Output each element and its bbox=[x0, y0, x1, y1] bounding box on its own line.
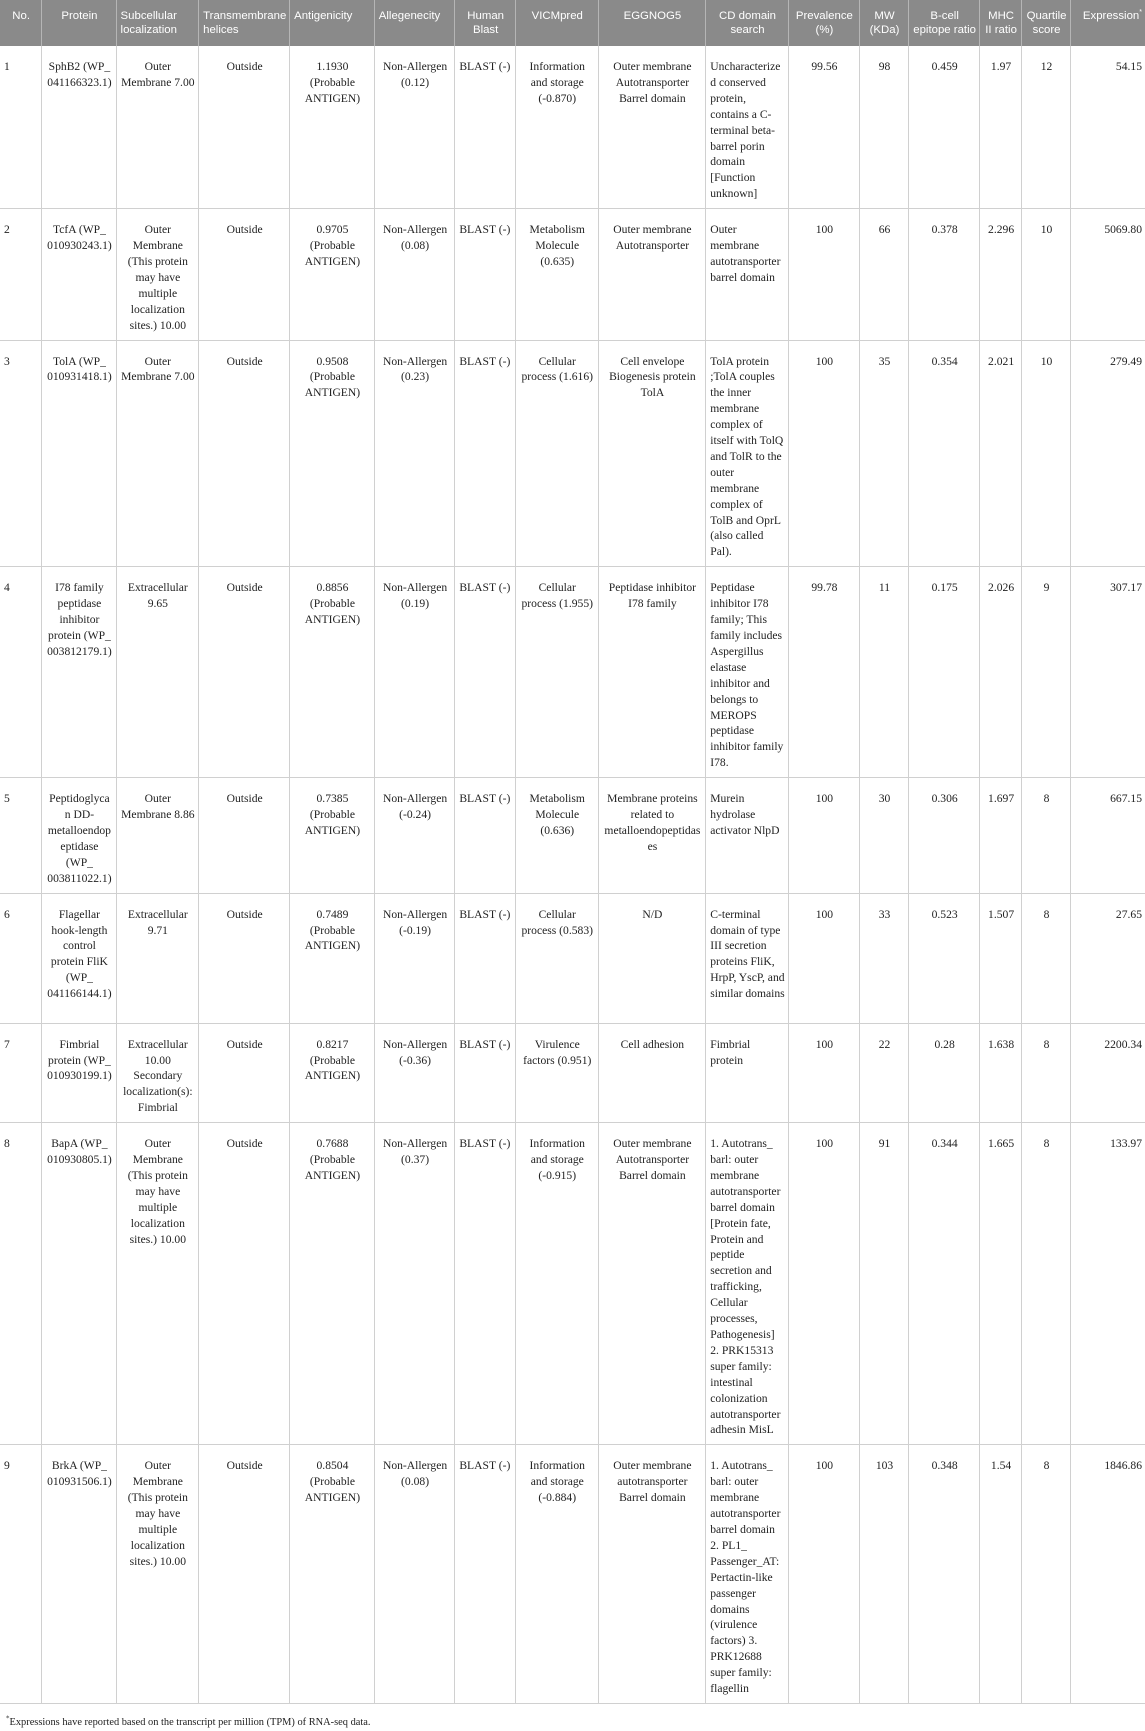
cell-mw: 103 bbox=[859, 1445, 908, 1704]
cell-transmembrane: Outside bbox=[199, 1445, 290, 1704]
cell-subcellular: Extracellular 10.00 Secondary localization(s): Fimbrial bbox=[116, 1023, 199, 1123]
cell-prevalence: 100 bbox=[788, 1445, 859, 1704]
cell-human-blast: BLAST (-) bbox=[455, 778, 516, 893]
cell-vicmpred: Information and storage (-0.870) bbox=[515, 46, 598, 209]
footnote-text: Expressions have reported based on the transcript per million (TPM) of RNA-seq data. bbox=[9, 1717, 371, 1728]
header-mhc-ratio: MHC II ratio bbox=[980, 0, 1022, 46]
cell-cd-domain: TolA protein ;TolA couples the inner membrane complex of itself with TolQ and TolR to the outer membrane complex of TolB and OprL (also called Pal). bbox=[706, 340, 789, 567]
cell-no: 9 bbox=[0, 1445, 42, 1704]
cell-cd-domain: 1. Autotrans_ barl: outer membrane autotransporter barrel domain 2. PL1_ Passenger_AT: Pertactin-like passenger domains (virulence factors) 3. PRK12688 super family: flagellin bbox=[706, 1445, 789, 1704]
cell-mhc-ratio: 1.665 bbox=[980, 1123, 1022, 1445]
cell-quartile: 8 bbox=[1021, 893, 1070, 1023]
header-subcellular: Subcellular localization bbox=[116, 0, 199, 46]
cell-expression: 1846.86 bbox=[1071, 1445, 1145, 1704]
cell-transmembrane: Outside bbox=[199, 209, 290, 340]
cell-bcell-ratio: 0.354 bbox=[909, 340, 980, 567]
cell-eggnog5: Outer membrane Autotransporter bbox=[598, 209, 706, 340]
cell-mhc-ratio: 2.026 bbox=[980, 567, 1022, 778]
table-row bbox=[0, 893, 1145, 1023]
cell-transmembrane: Outside bbox=[199, 893, 290, 1023]
cell-protein: BrkA (WP_ 010931506.1) bbox=[42, 1445, 116, 1704]
cell-subcellular: Outer Membrane (This protein may have multiple localization sites.) 10.00 bbox=[116, 1445, 199, 1704]
header-prevalence: Prevalence (%) bbox=[788, 0, 859, 46]
cell-subcellular: Extracellular 9.65 bbox=[116, 567, 199, 778]
cell-antigenicity: 0.7688 (Probable ANTIGEN) bbox=[290, 1123, 375, 1445]
cell-quartile: 10 bbox=[1021, 209, 1070, 340]
cell-allergenicity: Non-Allergen (0.08) bbox=[374, 1445, 455, 1704]
cell-antigenicity: 0.7385 (Probable ANTIGEN) bbox=[290, 778, 375, 893]
header-quartile: Quartile score bbox=[1021, 0, 1070, 46]
table-row bbox=[0, 1023, 1145, 1123]
table-body bbox=[0, 46, 1145, 1703]
cell-vicmpred: Cellular process (1.616) bbox=[515, 340, 598, 567]
cell-protein: Flagellar hook-length control protein FliK (WP_ 041166144.1) bbox=[42, 893, 116, 1023]
cell-mw: 91 bbox=[859, 1123, 908, 1445]
cell-allergenicity: Non-Allergen (0.37) bbox=[374, 1123, 455, 1445]
cell-vicmpred: Metabolism Molecule (0.635) bbox=[515, 209, 598, 340]
cell-allergenicity: Non-Allergen (-0.36) bbox=[374, 1023, 455, 1123]
cell-allergenicity: Non-Allergen (0.19) bbox=[374, 567, 455, 778]
cell-prevalence: 99.78 bbox=[788, 567, 859, 778]
header-cd-domain: CD domain search bbox=[706, 0, 789, 46]
cell-mw: 11 bbox=[859, 567, 908, 778]
cell-allergenicity: Non-Allergen (-0.24) bbox=[374, 778, 455, 893]
cell-no: 3 bbox=[0, 340, 42, 567]
cell-mw: 35 bbox=[859, 340, 908, 567]
cell-subcellular: Extracellular 9.71 bbox=[116, 893, 199, 1023]
cell-human-blast: BLAST (-) bbox=[455, 567, 516, 778]
cell-bcell-ratio: 0.523 bbox=[909, 893, 980, 1023]
table-row bbox=[0, 209, 1145, 340]
cell-human-blast: BLAST (-) bbox=[455, 1023, 516, 1123]
cell-quartile: 8 bbox=[1021, 1123, 1070, 1445]
cell-transmembrane: Outside bbox=[199, 567, 290, 778]
cell-protein: I78 family peptidase inhibitor protein (WP_ 003812179.1) bbox=[42, 567, 116, 778]
cell-subcellular: Outer Membrane (This protein may have multiple localization sites.) 10.00 bbox=[116, 1123, 199, 1445]
cell-mhc-ratio: 1.54 bbox=[980, 1445, 1022, 1704]
cell-mhc-ratio: 1.638 bbox=[980, 1023, 1022, 1123]
cell-no: 8 bbox=[0, 1123, 42, 1445]
cell-vicmpred: Metabolism Molecule (0.636) bbox=[515, 778, 598, 893]
cell-transmembrane: Outside bbox=[199, 778, 290, 893]
cell-bcell-ratio: 0.306 bbox=[909, 778, 980, 893]
header-vicmpred: VICMpred bbox=[515, 0, 598, 46]
header-row bbox=[0, 0, 1145, 46]
cell-mhc-ratio: 1.507 bbox=[980, 893, 1022, 1023]
table-row bbox=[0, 778, 1145, 893]
header-human-blast: Human Blast bbox=[455, 0, 516, 46]
cell-prevalence: 100 bbox=[788, 1023, 859, 1123]
cell-antigenicity: 1.1930 (Probable ANTIGEN) bbox=[290, 46, 375, 209]
cell-protein: SphB2 (WP_ 041166323.1) bbox=[42, 46, 116, 209]
cell-mw: 22 bbox=[859, 1023, 908, 1123]
header-allergenicity: Allegenecity bbox=[374, 0, 455, 46]
cell-quartile: 8 bbox=[1021, 1023, 1070, 1123]
cell-expression: 54.15 bbox=[1071, 46, 1145, 209]
header-expression bbox=[1071, 0, 1145, 46]
table-row bbox=[0, 1123, 1145, 1445]
cell-vicmpred: Information and storage (-0.915) bbox=[515, 1123, 598, 1445]
cell-human-blast: BLAST (-) bbox=[455, 46, 516, 209]
cell-eggnog5: Outer membrane autotransporter Barrel domain bbox=[598, 1445, 706, 1704]
cell-quartile: 8 bbox=[1021, 1445, 1070, 1704]
cell-quartile: 8 bbox=[1021, 778, 1070, 893]
cell-human-blast: BLAST (-) bbox=[455, 209, 516, 340]
cell-allergenicity: Non-Allergen (-0.19) bbox=[374, 893, 455, 1023]
cell-subcellular: Outer Membrane 7.00 bbox=[116, 46, 199, 209]
cell-protein: BapA (WP_ 010930805.1) bbox=[42, 1123, 116, 1445]
header-eggnog5: EGGNOG5 bbox=[598, 0, 706, 46]
cell-antigenicity: 0.8217 (Probable ANTIGEN) bbox=[290, 1023, 375, 1123]
cell-bcell-ratio: 0.459 bbox=[909, 46, 980, 209]
cell-expression: 279.49 bbox=[1071, 340, 1145, 567]
cell-antigenicity: 0.7489 (Probable ANTIGEN) bbox=[290, 893, 375, 1023]
cell-eggnog5: Outer membrane Autotransporter Barrel domain bbox=[598, 1123, 706, 1445]
footnote-mark: * bbox=[6, 1714, 10, 1723]
cell-subcellular: Outer Membrane 7.00 bbox=[116, 340, 199, 567]
cell-quartile: 9 bbox=[1021, 567, 1070, 778]
header-mw: MW (KDa) bbox=[859, 0, 908, 46]
cell-antigenicity: 0.9508 (Probable ANTIGEN) bbox=[290, 340, 375, 567]
cell-bcell-ratio: 0.28 bbox=[909, 1023, 980, 1123]
cell-vicmpred: Cellular process (1.955) bbox=[515, 567, 598, 778]
cell-mhc-ratio: 2.021 bbox=[980, 340, 1022, 567]
cell-prevalence: 100 bbox=[788, 1123, 859, 1445]
cell-no: 6 bbox=[0, 893, 42, 1023]
cell-no: 1 bbox=[0, 46, 42, 209]
cell-transmembrane: Outside bbox=[199, 46, 290, 209]
cell-cd-domain: C-terminal domain of type III secretion proteins FliK, HrpP, YscP, and similar domains bbox=[706, 893, 789, 1023]
cell-bcell-ratio: 0.175 bbox=[909, 567, 980, 778]
cell-eggnog5: Membrane proteins related to metalloendopeptidases bbox=[598, 778, 706, 893]
cell-cd-domain: Peptidase inhibitor I78 family; This family includes Aspergillus elastase inhibitor and belongs to MEROPS peptidase inhibitor family I78. bbox=[706, 567, 789, 778]
cell-cd-domain: Uncharacterized conserved protein, contains a C-terminal beta-barrel porin domain [Function unknown] bbox=[706, 46, 789, 209]
cell-subcellular: Outer Membrane 8.86 bbox=[116, 778, 199, 893]
table-row bbox=[0, 567, 1145, 778]
cell-protein: Fimbrial protein (WP_ 010930199.1) bbox=[42, 1023, 116, 1123]
cell-eggnog5: Peptidase inhibitor I78 family bbox=[598, 567, 706, 778]
cell-prevalence: 99.56 bbox=[788, 46, 859, 209]
cell-subcellular: Outer Membrane (This protein may have multiple localization sites.) 10.00 bbox=[116, 209, 199, 340]
table-row bbox=[0, 46, 1145, 209]
cell-transmembrane: Outside bbox=[199, 1123, 290, 1445]
cell-prevalence: 100 bbox=[788, 778, 859, 893]
cell-human-blast: BLAST (-) bbox=[455, 893, 516, 1023]
cell-expression: 667.15 bbox=[1071, 778, 1145, 893]
table-row bbox=[0, 1445, 1145, 1704]
cell-no: 5 bbox=[0, 778, 42, 893]
cell-mw: 66 bbox=[859, 209, 908, 340]
cell-mhc-ratio: 2.296 bbox=[980, 209, 1022, 340]
cell-mw: 30 bbox=[859, 778, 908, 893]
cell-antigenicity: 0.9705 (Probable ANTIGEN) bbox=[290, 209, 375, 340]
cell-mhc-ratio: 1.697 bbox=[980, 778, 1022, 893]
cell-vicmpred: Cellular process (0.583) bbox=[515, 893, 598, 1023]
cell-protein: TcfA (WP_ 010930243.1) bbox=[42, 209, 116, 340]
cell-vicmpred: Virulence factors (0.951) bbox=[515, 1023, 598, 1123]
cell-bcell-ratio: 0.378 bbox=[909, 209, 980, 340]
cell-cd-domain: Outer membrane autotransporter barrel domain bbox=[706, 209, 789, 340]
cell-quartile: 10 bbox=[1021, 340, 1070, 567]
cell-eggnog5: Cell envelope Biogenesis protein TolA bbox=[598, 340, 706, 567]
table-row bbox=[0, 340, 1145, 567]
header-antigenicity: Antigenicity bbox=[290, 0, 375, 46]
header-expression-mark: * bbox=[1139, 9, 1142, 17]
cell-expression: 5069.80 bbox=[1071, 209, 1145, 340]
cell-no: 4 bbox=[0, 567, 42, 778]
cell-allergenicity: Non-Allergen (0.23) bbox=[374, 340, 455, 567]
cell-no: 2 bbox=[0, 209, 42, 340]
cell-quartile: 12 bbox=[1021, 46, 1070, 209]
cell-protein: TolA (WP_ 010931418.1) bbox=[42, 340, 116, 567]
header-transmembrane: Transmembrane helices bbox=[199, 0, 290, 46]
cell-eggnog5: N/D bbox=[598, 893, 706, 1023]
cell-expression: 307.17 bbox=[1071, 567, 1145, 778]
cell-antigenicity: 0.8504 (Probable ANTIGEN) bbox=[290, 1445, 375, 1704]
cell-expression: 27.65 bbox=[1071, 893, 1145, 1023]
table-footnote bbox=[6, 1714, 371, 1728]
cell-cd-domain: Murein hydrolase activator NlpD bbox=[706, 778, 789, 893]
cell-transmembrane: Outside bbox=[199, 1023, 290, 1123]
cell-expression: 2200.34 bbox=[1071, 1023, 1145, 1123]
cell-expression: 133.97 bbox=[1071, 1123, 1145, 1445]
cell-prevalence: 100 bbox=[788, 340, 859, 567]
cell-mw: 98 bbox=[859, 46, 908, 209]
cell-human-blast: BLAST (-) bbox=[455, 1445, 516, 1704]
cell-bcell-ratio: 0.348 bbox=[909, 1445, 980, 1704]
cell-human-blast: BLAST (-) bbox=[455, 1123, 516, 1445]
cell-mw: 33 bbox=[859, 893, 908, 1023]
cell-antigenicity: 0.8856 (Probable ANTIGEN) bbox=[290, 567, 375, 778]
header-bcell-ratio: B-cell epitope ratio bbox=[909, 0, 980, 46]
cell-prevalence: 100 bbox=[788, 209, 859, 340]
cell-prevalence: 100 bbox=[788, 893, 859, 1023]
cell-eggnog5: Cell adhesion bbox=[598, 1023, 706, 1123]
header-expression-label: Expression bbox=[1082, 10, 1140, 22]
cell-allergenicity: Non-Allergen (0.12) bbox=[374, 46, 455, 209]
cell-cd-domain: Fimbrial protein bbox=[706, 1023, 789, 1123]
cell-transmembrane: Outside bbox=[199, 340, 290, 567]
header-protein: Protein bbox=[42, 0, 116, 46]
cell-protein: Peptidoglycan DD-metalloendopeptidase (WP_ 003811022.1) bbox=[42, 778, 116, 893]
cell-allergenicity: Non-Allergen (0.08) bbox=[374, 209, 455, 340]
cell-mhc-ratio: 1.97 bbox=[980, 46, 1022, 209]
cell-bcell-ratio: 0.344 bbox=[909, 1123, 980, 1445]
cell-human-blast: BLAST (-) bbox=[455, 340, 516, 567]
cell-no: 7 bbox=[0, 1023, 42, 1123]
cell-cd-domain: 1. Autotrans_ barl: outer membrane autotransporter barrel domain [Protein fate, Protein and peptide secretion and trafficking, Cellular processes, Pathogenesis] 2. PRK15313 super family: intestinal colonization autotransporter adhesin MisL bbox=[706, 1123, 789, 1445]
header-no: No. bbox=[0, 0, 42, 46]
cell-vicmpred: Information and storage (-0.884) bbox=[515, 1445, 598, 1704]
cell-eggnog5: Outer membrane Autotransporter Barrel domain bbox=[598, 46, 706, 209]
